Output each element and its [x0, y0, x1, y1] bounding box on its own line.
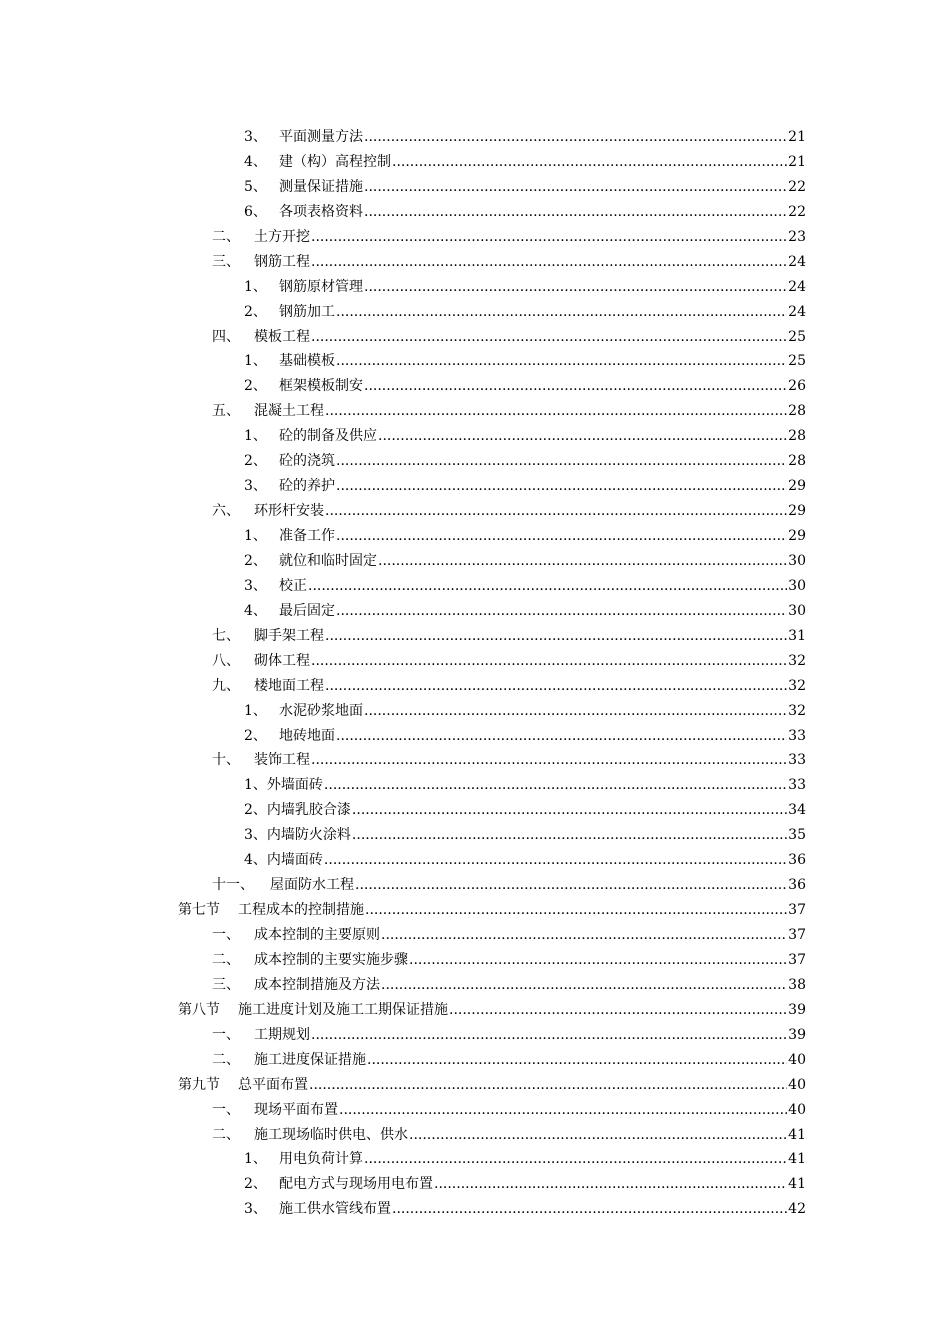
toc-entry-number: 三、 — [212, 976, 240, 993]
toc-dot-leader — [381, 923, 787, 948]
toc-dot-leader — [364, 175, 787, 200]
toc-entry-number: 4、 — [244, 602, 267, 619]
toc-entry-page-number: 30 — [788, 577, 806, 594]
toc-entry-title: 水泥砂浆地面 — [279, 702, 363, 719]
toc-entry-page-number: 23 — [788, 228, 806, 245]
toc-entry-number: 第八节 — [178, 1001, 220, 1018]
toc-entry-title: 环形杆安装 — [254, 503, 324, 520]
toc-entry-page-number: 28 — [788, 428, 806, 445]
toc-entry-title: 成本控制的主要原则 — [254, 927, 380, 943]
toc-entry-title: 砼的养护 — [279, 478, 335, 495]
toc-entry[interactable] — [0, 748, 950, 773]
toc-entry-page-number: 35 — [788, 827, 806, 844]
toc-entry-title: 工期规划 — [254, 1026, 310, 1043]
toc-entry-page-number: 37 — [788, 951, 806, 968]
toc-entry-number: 2、 — [244, 303, 267, 320]
toc-entry-number: 二、 — [212, 951, 240, 968]
table-of-contents — [0, 125, 950, 1222]
toc-entry-number: 1、 — [244, 777, 267, 794]
toc-entry[interactable] — [0, 474, 950, 499]
toc-entry-page-number: 29 — [788, 478, 806, 495]
toc-entry-page-number: 39 — [788, 1026, 806, 1043]
toc-entry[interactable] — [0, 424, 950, 449]
toc-dot-leader — [392, 150, 787, 175]
toc-entry[interactable] — [0, 349, 950, 374]
toc-dot-leader — [336, 524, 787, 549]
toc-entry-title: 现场平面布置 — [254, 1101, 338, 1118]
toc-entry-title: 成本控制措施及方法 — [254, 976, 380, 993]
toc-entry-number: 二、 — [212, 1051, 240, 1068]
toc-dot-leader — [311, 748, 787, 773]
toc-entry[interactable] — [0, 624, 950, 649]
toc-entry-number: 二、 — [212, 228, 240, 245]
toc-dot-leader — [336, 724, 787, 749]
toc-entry-number: 2、 — [244, 453, 267, 470]
toc-entry-page-number: 30 — [788, 552, 806, 569]
toc-entry-title: 钢筋原材管理 — [279, 278, 363, 295]
toc-entry-number: 第七节 — [178, 902, 220, 919]
toc-entry[interactable] — [0, 374, 950, 399]
toc-entry-number: 三、 — [212, 253, 240, 270]
toc-entry-title: 砼的浇筑 — [279, 453, 335, 470]
toc-entry-number: 1、 — [244, 353, 267, 370]
toc-dot-leader — [364, 374, 787, 399]
toc-entry-title: 各项表格资料 — [279, 203, 363, 220]
toc-entry[interactable] — [0, 599, 950, 624]
toc-entry-page-number: 24 — [788, 303, 806, 320]
toc-entry-number: 6、 — [244, 203, 267, 220]
toc-dot-leader — [364, 1147, 787, 1172]
toc-entry-number: 1、 — [244, 702, 267, 719]
toc-entry[interactable] — [0, 1073, 950, 1098]
toc-entry-number: 3、 — [244, 1201, 267, 1218]
toc-dot-leader — [364, 200, 787, 225]
toc-entry-number: 第九节 — [178, 1076, 220, 1093]
toc-entry-number: 十、 — [212, 752, 240, 769]
toc-entry-number: 一、 — [212, 1026, 240, 1043]
toc-entry[interactable] — [0, 1098, 950, 1123]
toc-entry-number: 2、 — [244, 1176, 267, 1193]
toc-dot-leader — [364, 275, 787, 300]
toc-entry-title: 框架模板制安 — [279, 378, 363, 395]
toc-entry-page-number: 29 — [788, 503, 806, 520]
toc-entry-page-number: 41 — [788, 1176, 806, 1193]
toc-entry[interactable] — [0, 848, 950, 873]
toc-entry-title: 成本控制的主要实施步骤 — [254, 951, 408, 968]
toc-entry-number: 五、 — [212, 403, 240, 420]
toc-entry-page-number: 34 — [788, 802, 806, 819]
toc-entry-title: 校正 — [279, 577, 307, 594]
toc-entry-title: 施工进度计划及施工工期保证措施 — [238, 1001, 448, 1018]
toc-entry-title: 施工现场临时供电、供水 — [254, 1126, 408, 1143]
toc-entry-page-number: 29 — [788, 528, 806, 544]
toc-entry-title: 内墙面砖 — [266, 852, 323, 869]
toc-entry-page-number: 21 — [788, 129, 806, 145]
toc-entry-title: 平面测量方法 — [279, 129, 363, 145]
toc-entry[interactable] — [0, 549, 950, 574]
toc-entry-title: 内墙防火涂料 — [266, 827, 351, 844]
toc-entry-number: 六、 — [212, 503, 240, 520]
toc-entry[interactable] — [0, 200, 950, 225]
toc-dot-leader — [309, 1073, 787, 1098]
toc-entry-title: 脚手架工程 — [254, 627, 324, 644]
toc-entry-title: 基础模板 — [279, 353, 335, 370]
toc-entry[interactable] — [0, 250, 950, 275]
toc-entry-page-number: 33 — [788, 777, 806, 794]
toc-entry-number: 一、 — [212, 927, 240, 943]
toc-entry-page-number: 33 — [788, 752, 806, 769]
toc-entry-page-number: 24 — [788, 253, 806, 270]
toc-entry-page-number: 36 — [788, 877, 806, 894]
toc-entry[interactable] — [0, 973, 950, 998]
toc-entry[interactable] — [0, 1147, 950, 1172]
toc-dot-leader — [364, 699, 787, 724]
toc-dot-leader — [365, 898, 787, 923]
toc-dot-leader — [378, 549, 787, 574]
toc-entry-title: 钢筋工程 — [254, 253, 310, 270]
toc-dot-leader — [325, 499, 787, 524]
toc-entry-page-number: 22 — [788, 203, 806, 220]
toc-entry-number: 2、 — [244, 378, 267, 395]
toc-dot-leader — [392, 1197, 787, 1222]
toc-dot-leader — [336, 599, 787, 624]
toc-dot-leader — [364, 125, 787, 150]
toc-entry-page-number: 22 — [788, 178, 806, 195]
toc-entry-page-number: 40 — [788, 1076, 806, 1093]
toc-dot-leader — [409, 948, 787, 973]
toc-entry-title: 工程成本的控制措施 — [238, 902, 364, 919]
toc-entry-page-number: 40 — [788, 1051, 806, 1068]
toc-entry[interactable] — [0, 873, 950, 898]
toc-dot-leader — [311, 1023, 787, 1048]
toc-entry-title: 砼的制备及供应 — [279, 428, 377, 445]
toc-dot-leader — [449, 998, 787, 1023]
toc-entry-page-number: 40 — [788, 1101, 806, 1118]
toc-entry[interactable] — [0, 948, 950, 973]
toc-dot-leader — [355, 873, 787, 898]
toc-dot-leader — [381, 973, 787, 998]
toc-dot-leader — [311, 325, 787, 350]
toc-dot-leader — [367, 1048, 787, 1073]
toc-entry[interactable] — [0, 674, 950, 699]
toc-entry[interactable] — [0, 998, 950, 1023]
toc-entry-title: 屋面防水工程 — [270, 877, 354, 894]
toc-entry-number: 四、 — [212, 328, 240, 345]
toc-dot-leader — [434, 1172, 787, 1197]
toc-entry-page-number: 39 — [788, 1001, 806, 1018]
toc-entry[interactable] — [0, 1197, 950, 1222]
toc-entry-number: 5、 — [244, 178, 267, 195]
toc-dot-leader — [308, 574, 787, 599]
toc-entry-page-number: 28 — [788, 453, 806, 470]
toc-entry[interactable] — [0, 724, 950, 749]
toc-dot-leader — [336, 474, 787, 499]
toc-entry[interactable] — [0, 150, 950, 175]
toc-entry[interactable] — [0, 499, 950, 524]
toc-entry-number: 3、 — [244, 577, 267, 594]
toc-entry-number: 4、 — [244, 852, 267, 869]
toc-dot-leader — [325, 399, 787, 424]
toc-entry-number: 3、 — [244, 827, 267, 844]
toc-entry-number: 1、 — [244, 428, 267, 445]
toc-entry[interactable] — [0, 399, 950, 424]
toc-entry-number: 八、 — [212, 652, 240, 669]
toc-entry-number: 一、 — [212, 1101, 240, 1118]
toc-entry[interactable] — [0, 798, 950, 823]
toc-entry-title: 最后固定 — [279, 602, 335, 619]
toc-entry-title: 测量保证措施 — [279, 178, 363, 195]
toc-entry-page-number: 37 — [788, 902, 806, 919]
toc-entry-number: 七、 — [212, 627, 240, 644]
toc-entry-page-number: 25 — [788, 353, 806, 370]
toc-entry[interactable] — [0, 325, 950, 350]
toc-entry-title: 配电方式与现场用电布置 — [279, 1176, 433, 1193]
toc-entry-title: 总平面布置 — [238, 1076, 308, 1093]
toc-dot-leader — [339, 1098, 787, 1123]
toc-entry[interactable] — [0, 898, 950, 923]
toc-entry[interactable] — [0, 1023, 950, 1048]
toc-entry[interactable] — [0, 1123, 950, 1148]
toc-entry-title: 混凝土工程 — [254, 403, 324, 420]
toc-dot-leader — [352, 798, 787, 823]
toc-entry-page-number: 25 — [788, 328, 806, 345]
toc-entry[interactable] — [0, 649, 950, 674]
toc-entry-page-number: 38 — [788, 976, 806, 993]
toc-dot-leader — [311, 250, 787, 275]
toc-dot-leader — [324, 773, 787, 798]
toc-entry-page-number: 41 — [788, 1151, 806, 1168]
toc-entry[interactable] — [0, 1048, 950, 1073]
toc-entry-page-number: 37 — [788, 927, 806, 943]
toc-entry-page-number: 41 — [788, 1126, 806, 1143]
toc-entry-title: 土方开挖 — [254, 228, 310, 245]
toc-entry-number: 十一、 — [212, 877, 254, 894]
toc-entry-title: 地砖地面 — [279, 727, 335, 744]
toc-dot-leader — [325, 624, 787, 649]
toc-entry-title: 建（构）高程控制 — [279, 153, 391, 170]
toc-entry-title: 楼地面工程 — [254, 677, 324, 694]
toc-entry[interactable] — [0, 300, 950, 325]
toc-entry-number: 1、 — [244, 278, 267, 295]
toc-entry[interactable] — [0, 449, 950, 474]
toc-entry-title: 装饰工程 — [254, 752, 310, 769]
toc-entry-title: 用电负荷计算 — [279, 1151, 363, 1168]
toc-entry-title: 施工供水管线布置 — [279, 1201, 391, 1218]
toc-entry[interactable] — [0, 823, 950, 848]
toc-entry-page-number: 32 — [788, 702, 806, 719]
toc-dot-leader — [311, 225, 787, 250]
toc-entry-page-number: 26 — [788, 378, 806, 395]
toc-entry-title: 准备工作 — [279, 528, 335, 544]
toc-dot-leader — [311, 649, 787, 674]
toc-dot-leader — [336, 300, 787, 325]
toc-entry-page-number: 21 — [788, 153, 806, 170]
toc-entry[interactable] — [0, 773, 950, 798]
toc-entry-title: 内墙乳胶合漆 — [266, 802, 351, 819]
toc-dot-leader — [378, 424, 787, 449]
toc-entry[interactable] — [0, 225, 950, 250]
toc-entry-number: 1、 — [244, 528, 267, 544]
toc-dot-leader — [336, 349, 787, 374]
toc-dot-leader — [352, 823, 787, 848]
toc-entry-page-number: 28 — [788, 403, 806, 420]
toc-entry[interactable] — [0, 923, 950, 948]
toc-entry-page-number: 24 — [788, 278, 806, 295]
toc-entry[interactable] — [0, 275, 950, 300]
toc-entry[interactable] — [0, 175, 950, 200]
toc-entry-title: 砌体工程 — [254, 652, 310, 669]
toc-entry-title: 就位和临时固定 — [279, 552, 377, 569]
toc-dot-leader — [409, 1123, 787, 1148]
toc-dot-leader — [324, 848, 787, 873]
toc-entry-title: 模板工程 — [254, 328, 310, 345]
toc-entry[interactable] — [0, 699, 950, 724]
toc-entry-number: 2、 — [244, 552, 267, 569]
toc-entry-number: 九、 — [212, 677, 240, 694]
toc-dot-leader — [336, 449, 787, 474]
toc-entry-page-number: 36 — [788, 852, 806, 869]
toc-entry-number: 4、 — [244, 153, 267, 170]
toc-dot-leader — [325, 674, 787, 699]
toc-entry-page-number: 33 — [788, 727, 806, 744]
toc-entry-page-number: 42 — [788, 1201, 806, 1218]
toc-entry-number: 二、 — [212, 1126, 240, 1143]
toc-entry-number: 2、 — [244, 727, 267, 744]
toc-entry-page-number: 30 — [788, 602, 806, 619]
toc-entry-title: 外墙面砖 — [266, 777, 323, 794]
toc-entry-title: 施工进度保证措施 — [254, 1051, 366, 1068]
toc-entry[interactable] — [0, 524, 950, 549]
toc-entry-number: 2、 — [244, 802, 267, 819]
toc-entry-title: 钢筋加工 — [279, 303, 335, 320]
toc-entry[interactable] — [0, 574, 950, 599]
toc-entry-page-number: 32 — [788, 652, 806, 669]
toc-entry-page-number: 31 — [788, 627, 806, 644]
toc-entry[interactable] — [0, 125, 950, 150]
toc-entry-number: 3、 — [244, 478, 267, 495]
toc-entry-number: 3、 — [244, 129, 267, 145]
toc-entry[interactable] — [0, 1172, 950, 1197]
toc-entry-page-number: 32 — [788, 677, 806, 694]
toc-entry-number: 1、 — [244, 1151, 267, 1168]
